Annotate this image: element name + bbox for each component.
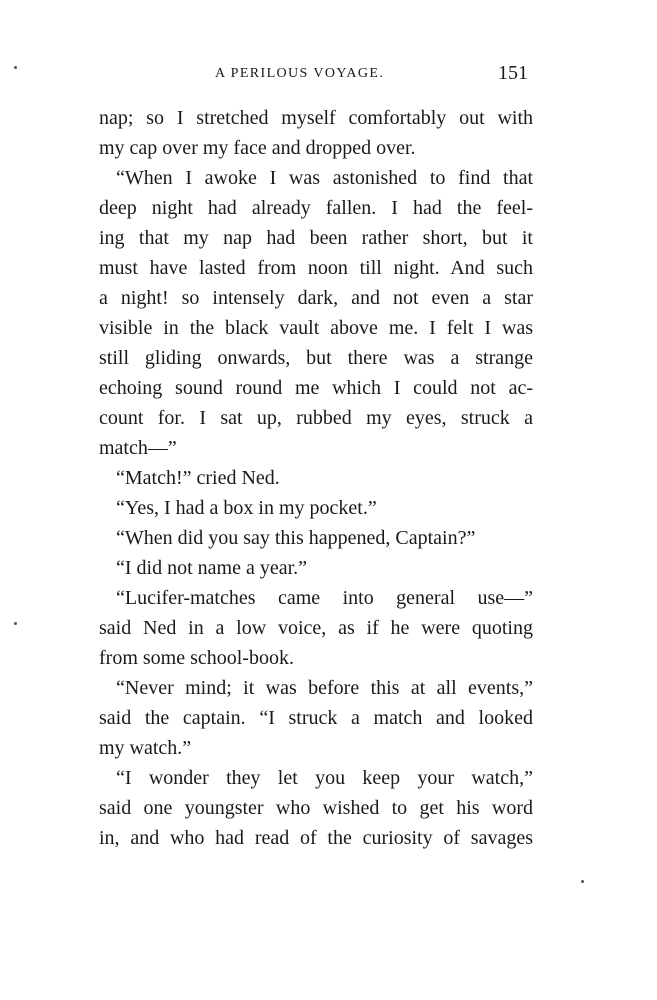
text-line: visible in the black vault above me. I felt I was [99, 317, 533, 339]
text-line: count for. I sat up, rubbed my eyes, struck a [99, 407, 533, 429]
text-line: my cap over my face and dropped over. [99, 137, 416, 159]
text-line: from some school-book. [99, 647, 294, 669]
text-line: said Ned in a low voice, as if he were quoting [99, 617, 533, 639]
text-line: my watch.” [99, 737, 192, 759]
scan-speck [14, 66, 17, 69]
text-line: “I did not name a year.” [116, 557, 308, 579]
text-line: “Lucifer-matches came into general use—” [116, 587, 533, 609]
text-line: “I wonder they let you keep your watch,” [116, 767, 533, 789]
running-title: A PERILOUS VOYAGE. [215, 66, 385, 81]
text-line: must have lasted from noon till night. And such [99, 257, 533, 279]
text-line: “Match!” cried Ned. [116, 467, 280, 489]
text-line: in, and who had read of the curiosity of savages [99, 827, 533, 849]
text-line: said one youngster who wished to get his word [99, 797, 533, 819]
text-line: “Yes, I had a box in my pocket.” [116, 497, 377, 519]
text-line: match—” [99, 437, 177, 459]
text-line: “Never mind; it was before this at all events,” [116, 677, 533, 699]
page-number: 151 [498, 62, 528, 84]
text-line: deep night had already fallen. I had the feel- [99, 197, 533, 219]
text-line: nap; so I stretched myself comfortably out with [99, 107, 533, 129]
scan-speck [14, 622, 17, 625]
text-line: still gliding onwards, but there was a strange [99, 347, 533, 369]
body-text [99, 103, 533, 853]
text-line: ing that my nap had been rather short, but it [99, 227, 533, 249]
scan-speck [581, 880, 584, 883]
running-head [100, 60, 530, 90]
text-line: echoing sound round me which I could not ac- [99, 377, 533, 399]
text-line: said the captain. “I struck a match and looked [99, 707, 533, 729]
text-line: “When did you say this happened, Captain?” [116, 527, 476, 549]
text-line: “When I awoke I was astonished to find that [116, 167, 533, 189]
text-line: a night! so intensely dark, and not even a star [99, 287, 533, 309]
